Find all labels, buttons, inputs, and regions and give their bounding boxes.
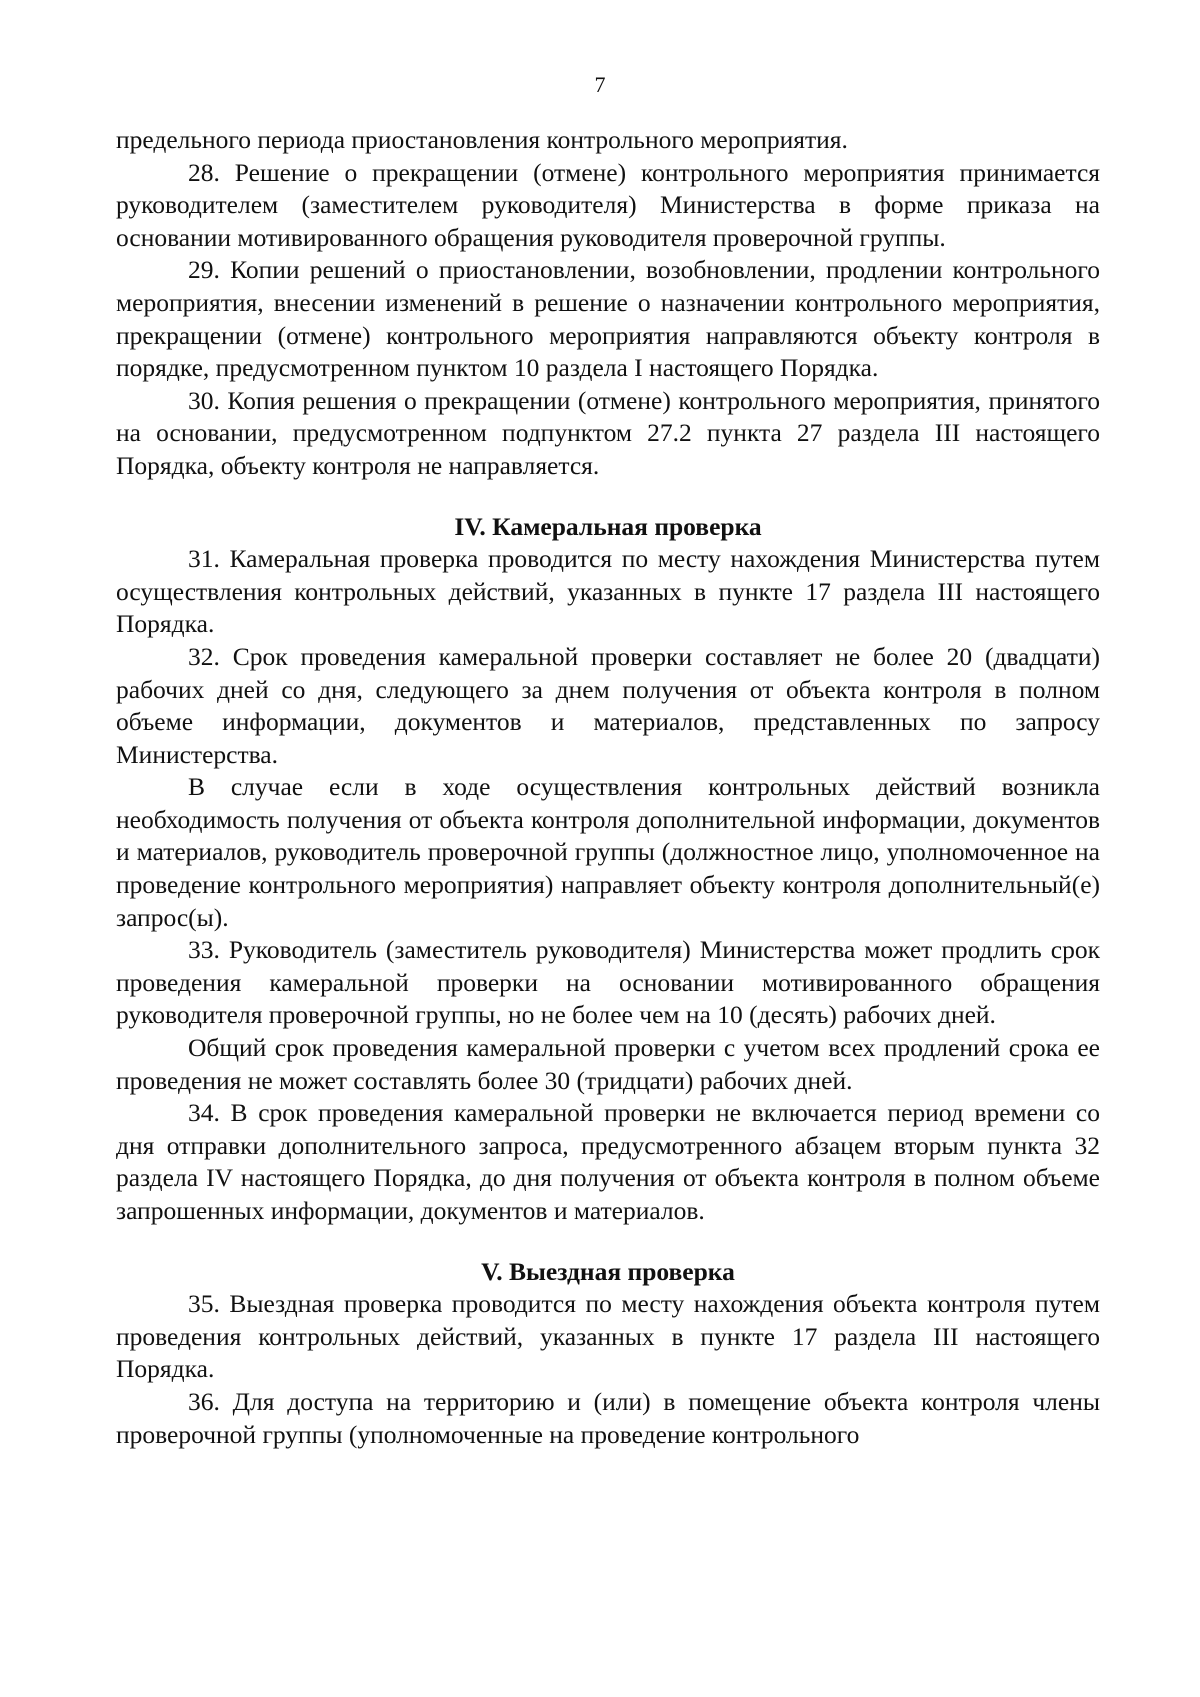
- paragraph-32: 32. Срок проведения камеральной проверки составляет не более 20 (двадцати) рабочих дней со дня, следующего за днем получения от объекта контроля в полном объеме информации, документов и материалов, представленных по запросу Министерства.: [116, 641, 1100, 769]
- section-spacer: [116, 1228, 1100, 1256]
- paragraph-28: 28. Решение о прекращении (отмене) контрольного мероприятия принимается руководителем (заместителем руководителя) Министерства в форме приказа на основании мотивированного обращения руководителя проверочной группы.: [116, 157, 1100, 252]
- document-body: [116, 124, 1100, 1451]
- section-heading-v: V. Выездная проверка: [481, 1256, 735, 1286]
- page-number: 7: [594, 72, 606, 97]
- paragraph-29: 29. Копии решений о приостановлении, возобновлении, продлении контрольного мероприятия, внесении изменений в решение о назначении контрольного мероприятия, прекращении (отмене) контрольного мероприятия направляются объекту контроля в порядке, предусмотренном пунктом 10 раздела I настоящего Порядка.: [116, 255, 1100, 383]
- paragraph-continuation: предельного периода приостановления контрольного мероприятия.: [116, 125, 848, 154]
- paragraph-33-second: Общий срок проведения камеральной проверки с учетом всех продлений срока ее проведения не может составлять более 30 (тридцати) рабочих дней.: [116, 1033, 1100, 1095]
- paragraph-35: 35. Выездная проверка проводится по месту нахождения объекта контроля путем проведения контрольных действий, указанных в пункте 17 раздела III настоящего Порядка.: [116, 1289, 1100, 1384]
- paragraph-34: 34. В срок проведения камеральной проверки не включается период времени со дня отправки дополнительного запроса, предусмотренного абзацем вторым пункта 32 раздела IV настоящего Порядка, до дня получения от объекта контроля в полном объеме запрошенных информации, документов и материалов.: [116, 1098, 1100, 1225]
- paragraph-32-second: В случае если в ходе осуществления контрольных действий возникла необходимость получения от объекта контроля дополнительной информации, документов и материалов, руководитель проверочной группы (должностное лицо, уполномоченное на проведение контрольного мероприятия) направляет объекту контроля дополнительный(е) запрос(ы).: [116, 772, 1100, 932]
- paragraph-33: 33. Руководитель (заместитель руководителя) Министерства может продлить срок проведения камеральной проверки на основании мотивированного обращения руководителя проверочной группы, но не более чем на 10 (десять) рабочих дней.: [116, 935, 1100, 1030]
- section-heading-iv: IV. Камеральная проверка: [454, 511, 762, 541]
- section-spacer: [116, 483, 1100, 511]
- paragraph-36: 36. Для доступа на территорию и (или) в помещение объекта контроля члены проверочной группы (уполномоченные на проведение контрольного: [116, 1386, 1100, 1449]
- paragraph-30: 30. Копия решения о прекращении (отмене) контрольного мероприятия, принятого на основании, предусмотренном подпунктом 27.2 пункта 27 раздела III настоящего Порядка, объекту контроля не направляется.: [116, 385, 1100, 480]
- paragraph-31: 31. Камеральная проверка проводится по месту нахождения Министерства путем осуществления контрольных действий, указанных в пункте 17 раздела III настоящего Порядка.: [116, 544, 1100, 639]
